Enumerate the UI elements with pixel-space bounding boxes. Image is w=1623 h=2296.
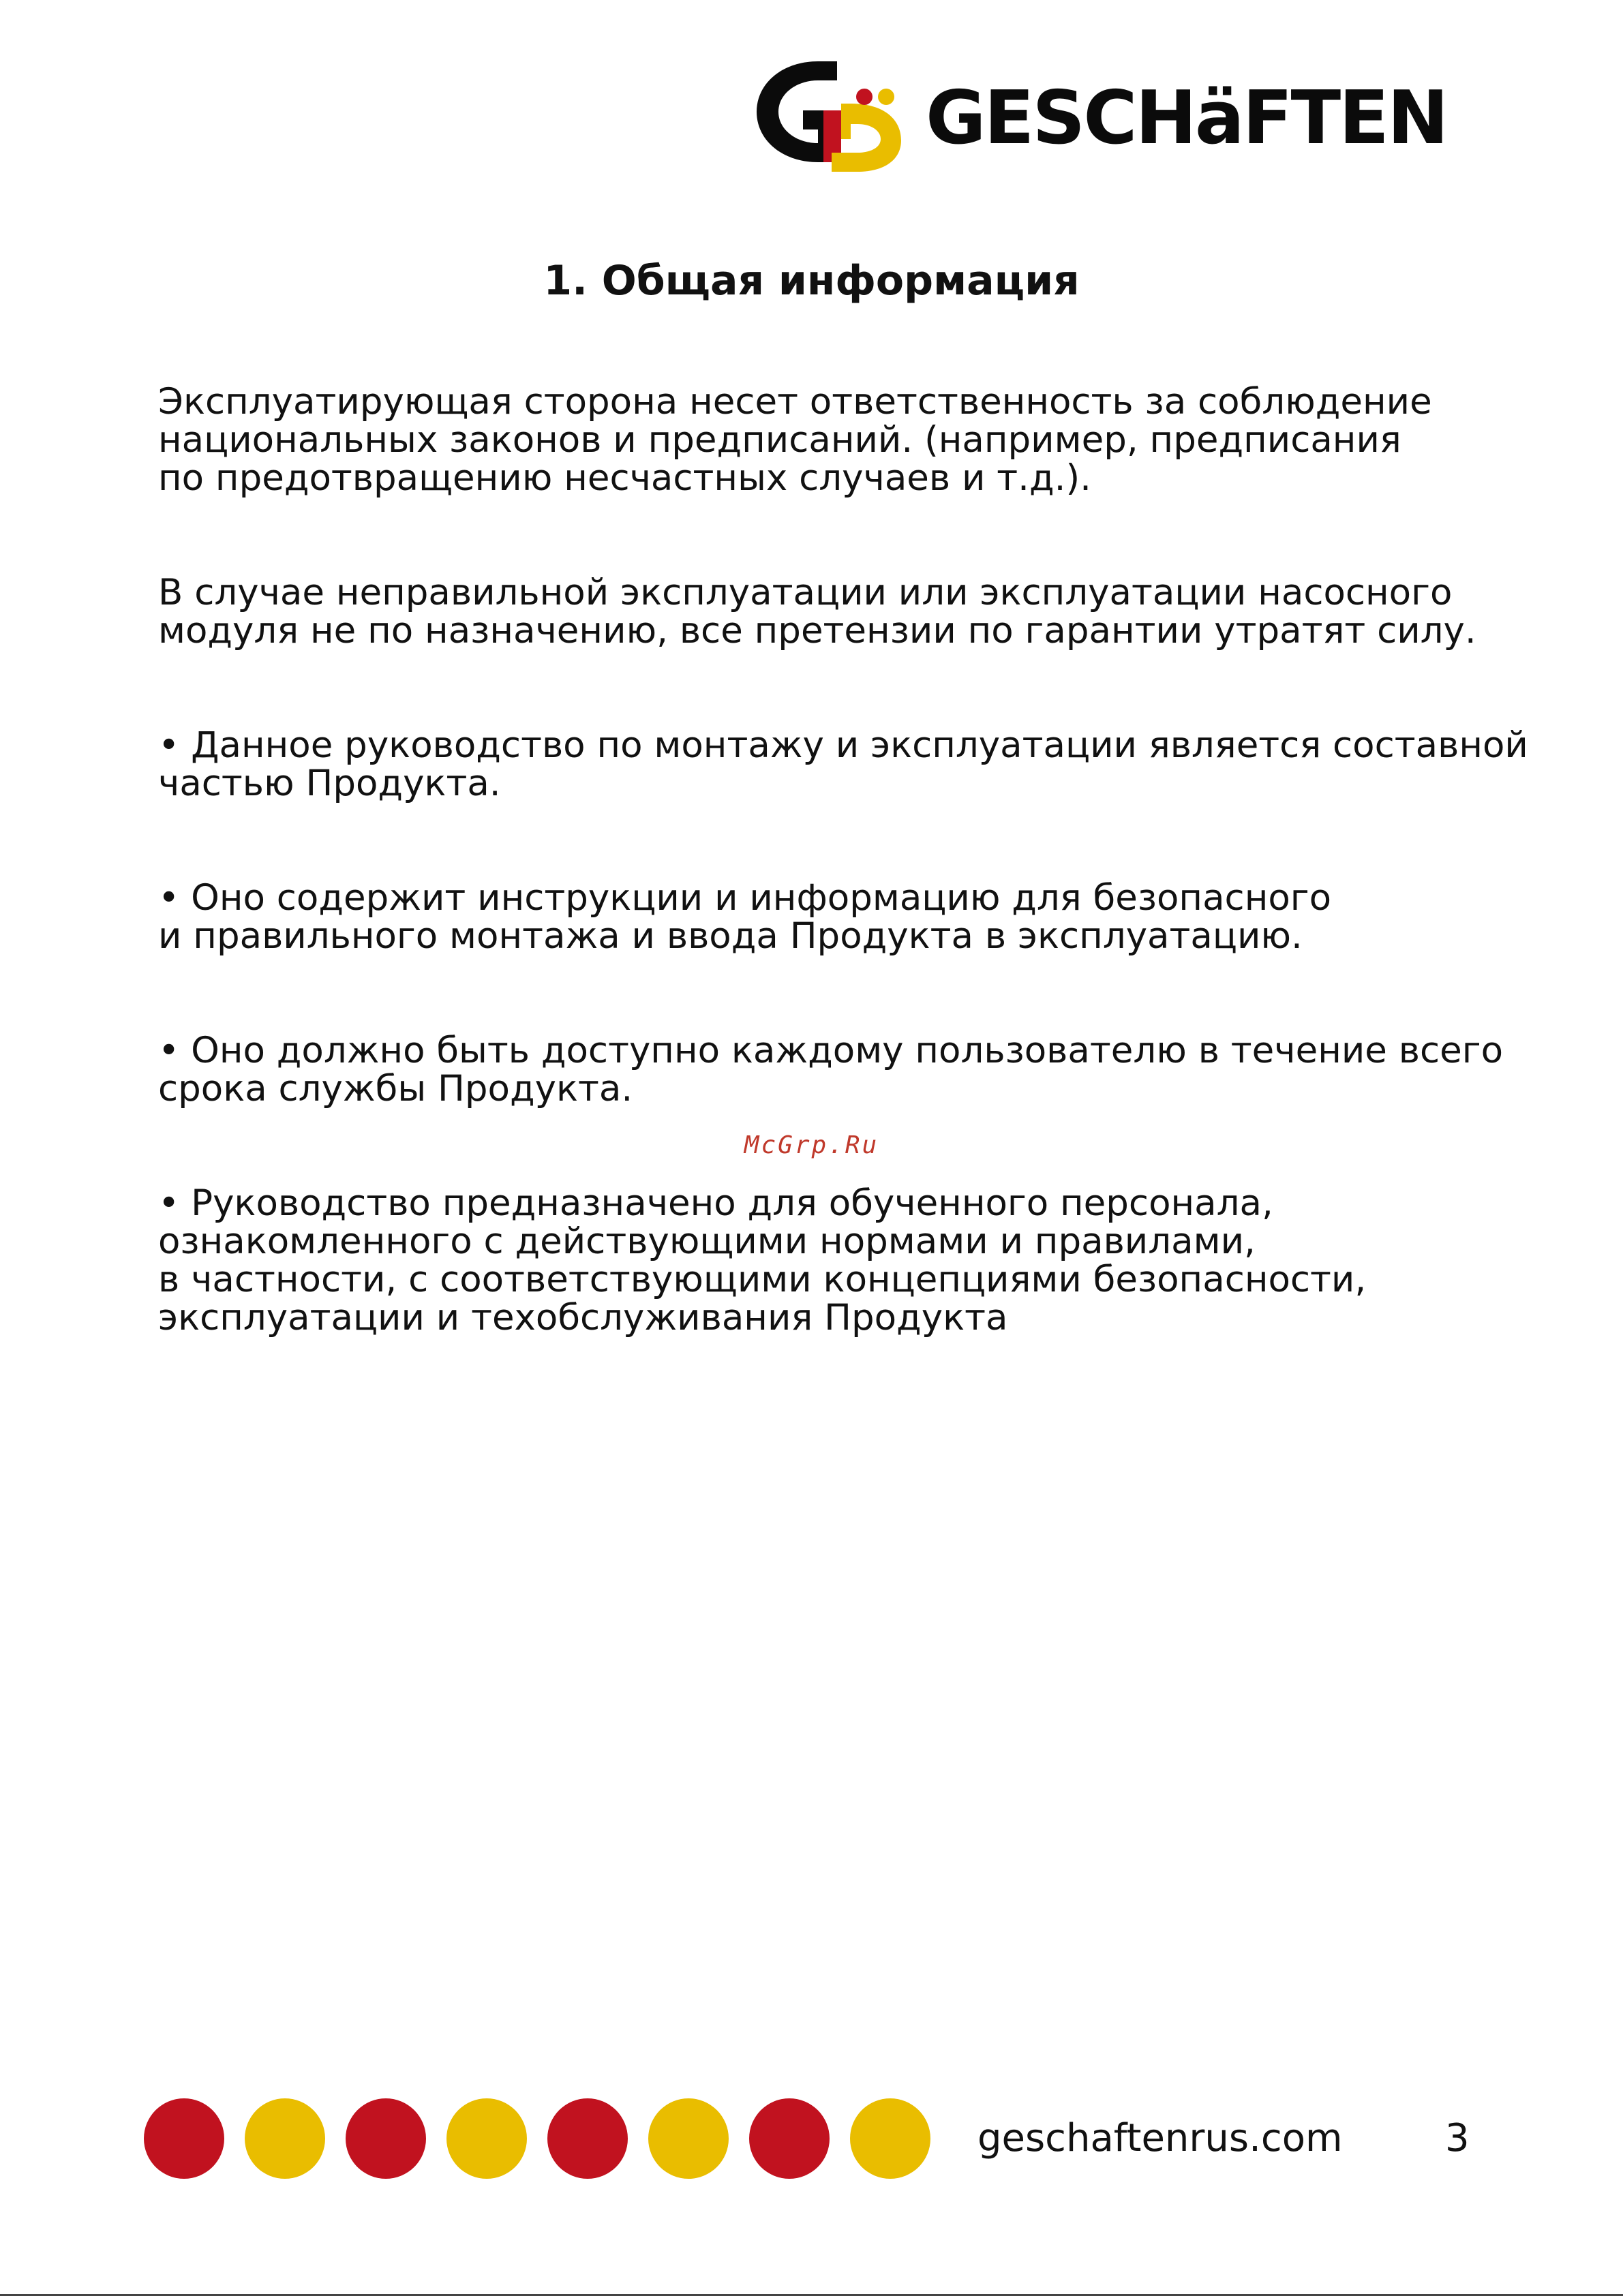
footer-dot <box>850 2098 930 2179</box>
bullet-manual-part-of-product: • Данное руководство по монтажу и эксплуатации является составной частью Продукта. <box>158 724 1528 804</box>
footer-dot <box>648 2098 729 2179</box>
footer-dot <box>245 2098 325 2179</box>
paragraph-responsibility: Эксплуатирующая сторона несет ответственность за соблюдение национальных законов и предписаний. (например, предписания по предотвращению несчастных случаев и т.д.). <box>158 381 1432 499</box>
footer-dot <box>446 2098 527 2179</box>
bullet-availability: • Оно должно быть доступно каждому пользователю в течение всего срока службы Продукта. <box>158 1030 1504 1109</box>
footer-dot <box>144 2098 224 2179</box>
page-number: 3 <box>1445 2116 1470 2160</box>
watermark: McGrp.Ru <box>744 1131 879 1159</box>
footer-dot <box>346 2098 426 2179</box>
brand-logo <box>755 56 1464 172</box>
section-title: 1. Общая информация <box>543 257 1080 305</box>
footer-dot <box>547 2098 628 2179</box>
geschaften-logo-icon <box>755 56 912 172</box>
footer-dot <box>749 2098 830 2179</box>
bullet-contains-instructions: • Оно содержит инструкции и информацию для безопасного и правильного монтажа и ввода Продукта в эксплуатацию. <box>158 877 1332 957</box>
bullet-target-audience: • Руководство предназначено для обученного персонала, ознакомленного с действующими нормами и правилами, в частности, с соответствующими концепциями безопасности, эксплуатации и техобслуживания Продукта <box>158 1182 1367 1338</box>
footer-url: geschaftenrus.com <box>977 2116 1343 2160</box>
paragraph-warranty: В случае неправильной эксплуатации или эксплуатации насосного модуля не по назначению, все претензии по гарантии утратят силу. <box>158 572 1476 652</box>
brand-wordmark: GESCHäFTEN <box>926 76 1447 161</box>
body-text <box>158 345 1535 1413</box>
